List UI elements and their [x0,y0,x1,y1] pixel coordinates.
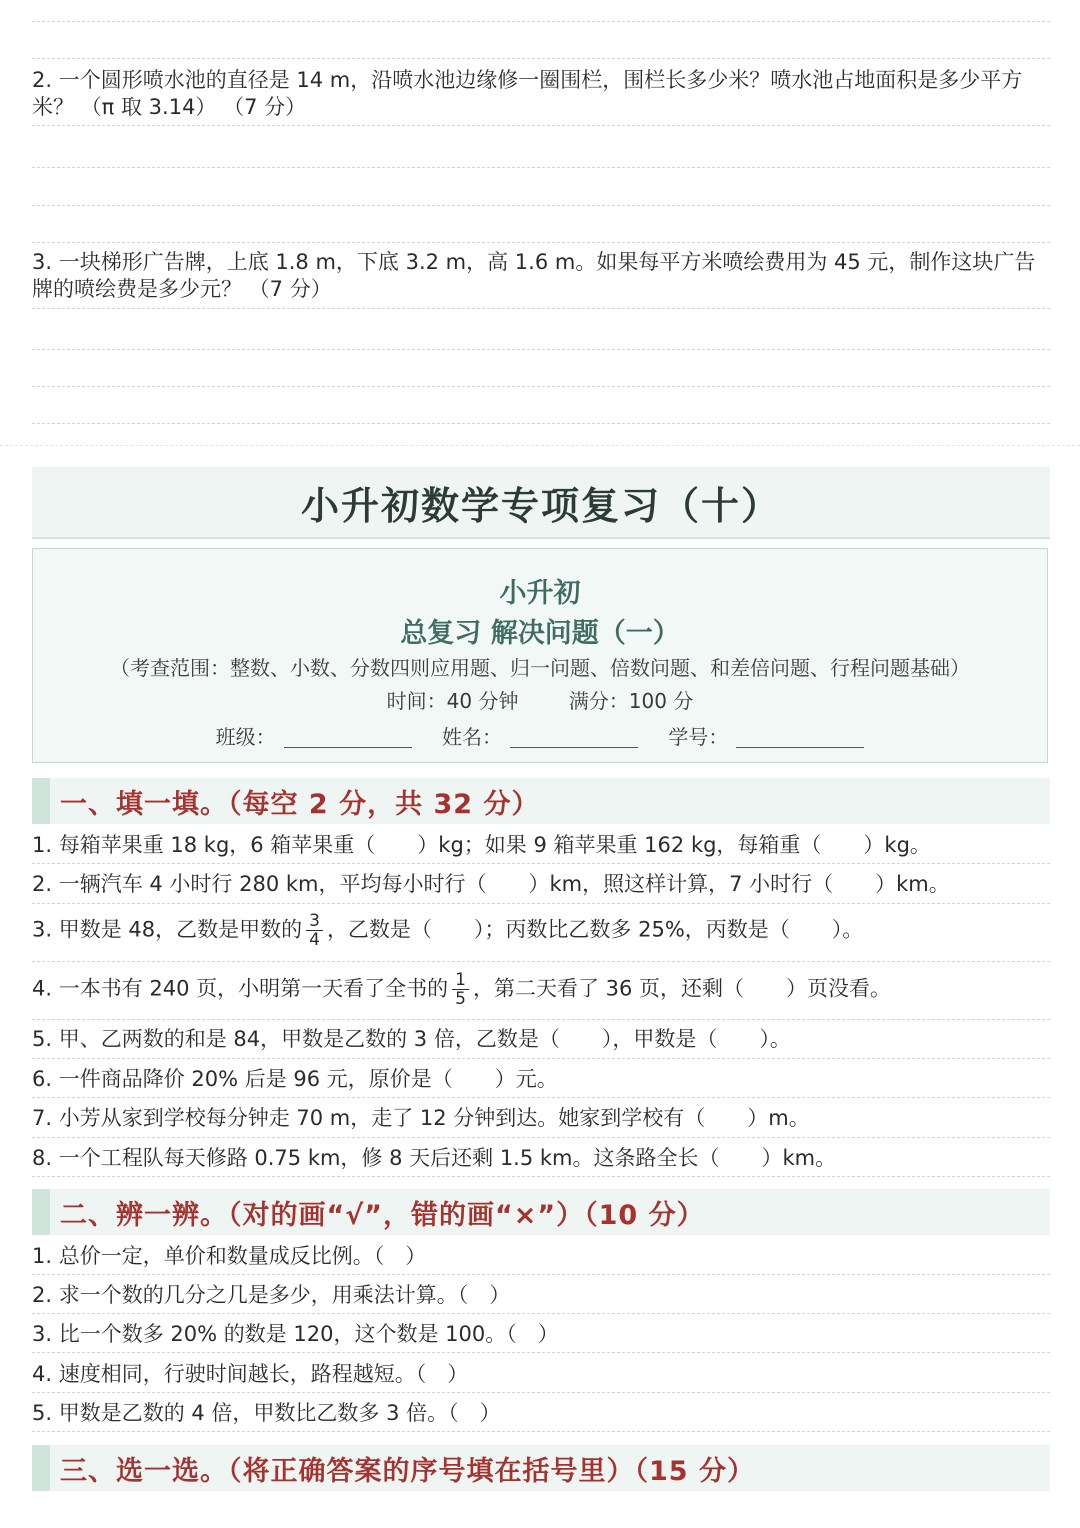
id-field [668,721,864,750]
name-blank[interactable] [510,729,638,748]
question-2-text: 2. 一个圆形喷水池的直径是 14 m，沿喷水池边缘修一圈围栏，围栏长多少米？喷水池占地面积是多少平方米？ （π 取 3.14） （7 分） [32,68,1023,119]
section-1-heading: 一、填一填。（每空 2 分，共 32 分） [60,788,540,820]
answer-line [32,21,1050,22]
item-divider [32,1019,1050,1020]
fill-item-7: 7. 小芳从家到学校每分钟走 70 m，走了 12 分钟到达。她家到学校有（ ）m。 [32,1106,810,1130]
fill-item-3-text-b: ，乙数是（ ）；丙数比乙数多 25%，丙数是（ ）。 [326,917,864,942]
item-divider [32,1313,1050,1314]
fraction-numerator: 3 [306,912,323,931]
answer-line [32,423,1050,424]
item-divider [32,863,1050,864]
item-divider [32,903,1050,904]
fill-item-2: 2. 一辆汽车 4 小时行 280 km，平均每小时行（ ）km，照这样计算，7 小时行（ ）km。 [32,872,950,896]
answer-line [32,167,1050,168]
item-divider [32,1097,1050,1098]
section-3-header [32,1445,1050,1491]
fraction-one-fifth [452,971,469,1008]
id-label: 学号： [668,725,729,749]
judge-item-3: 3. 比一个数多 20% 的数是 120，这个数是 100。（ ） [32,1322,559,1346]
student-fields [33,721,1047,750]
answer-line [32,386,1050,387]
item-divider [32,1392,1050,1393]
exam-time: 时间：40 分钟 [386,689,519,713]
exam-time-score [33,685,1047,714]
fill-item-6: 6. 一件商品降价 20% 后是 96 元，原价是（ ）元。 [32,1067,558,1091]
name-field [442,721,638,750]
judge-item-2: 2. 求一个数的几分之几是多少，用乘法计算。（ ） [32,1283,511,1307]
answer-line [32,58,1050,59]
answer-line [32,308,1050,309]
page-title: 小升初数学专项复习（十） [300,483,781,528]
fill-item-4-text-a: 4. 一本书有 240 页，小明第一天看了全书的 [32,976,449,1001]
class-label: 班级： [215,725,276,749]
judge-item-1: 1. 总价一定，单价和数量成反比例。（ ） [32,1244,427,1268]
item-divider [32,1352,1050,1353]
fill-item-1: 1. 每箱苹果重 18 kg，6 箱苹果重（ ）kg；如果 9 箱苹果重 162 kg，每箱重（ ）kg。 [32,833,931,857]
exam-full-score: 满分：100 分 [568,689,694,713]
fraction-three-quarters [306,912,323,949]
item-divider [32,1274,1050,1275]
item-divider [32,1058,1050,1059]
section-3-heading: 三、选一选。（将正确答案的序号填在括号里）（15 分） [60,1455,755,1487]
fraction-numerator: 1 [452,971,469,990]
class-blank[interactable] [284,729,412,748]
class-field [216,721,412,750]
item-divider [32,1431,1050,1432]
fill-item-3 [32,912,1052,949]
answer-line [32,205,1050,206]
section-1-header [32,778,1050,824]
subtitle-secondary: 总复习 解决问题（一） [400,618,680,649]
item-divider [32,1176,1050,1177]
answer-line [32,125,1050,126]
answer-line [32,349,1050,350]
subtitle-primary: 小升初 [499,578,581,609]
fill-item-8: 8. 一个工程队每天修路 0.75 km，修 8 天后还剩 1.5 km。这条路全长（ ）km。 [32,1146,837,1170]
page-separator [0,445,1080,446]
exam-info-box [32,548,1048,763]
fill-item-4-text-b: ，第二天看了 36 页，还剩（ ）页没看。 [472,976,892,1001]
name-label: 姓名： [442,725,502,749]
section-2-header [32,1189,1050,1235]
question-3-text: 3. 一块梯形广告牌，上底 1.8 m，下底 3.2 m，高 1.6 m。如果每平方米喷绘费用为 45 元，制作这块广告牌的喷绘费是多少元？ （7 分） [32,250,1036,301]
title-banner [32,467,1050,539]
fraction-denominator: 5 [455,989,466,1009]
fill-item-4 [32,971,1052,1008]
item-divider [32,1137,1050,1138]
id-blank[interactable] [736,729,864,748]
fraction-denominator: 4 [309,930,320,950]
exam-scope: （考查范围：整数、小数、分数四则应用题、归一问题、倍数问题、和差倍问题、行程问题基础） [110,656,970,680]
judge-item-5: 5. 甲数是乙数的 4 倍，甲数比乙数多 3 倍。（ ） [32,1401,501,1425]
fill-item-3-text-a: 3. 甲数是 48，乙数是甲数的 [32,917,303,942]
answer-line [32,242,1050,243]
fill-item-5: 5. 甲、乙两数的和是 84，甲数是乙数的 3 倍，乙数是（ ），甲数是（ ）。 [32,1027,791,1051]
item-divider [32,961,1050,962]
section-2-heading: 二、辨一辨。（对的画“√”，错的画“×”）（10 分） [60,1199,705,1231]
judge-item-4: 4. 速度相同，行驶时间越长，路程越短。（ ） [32,1362,469,1386]
